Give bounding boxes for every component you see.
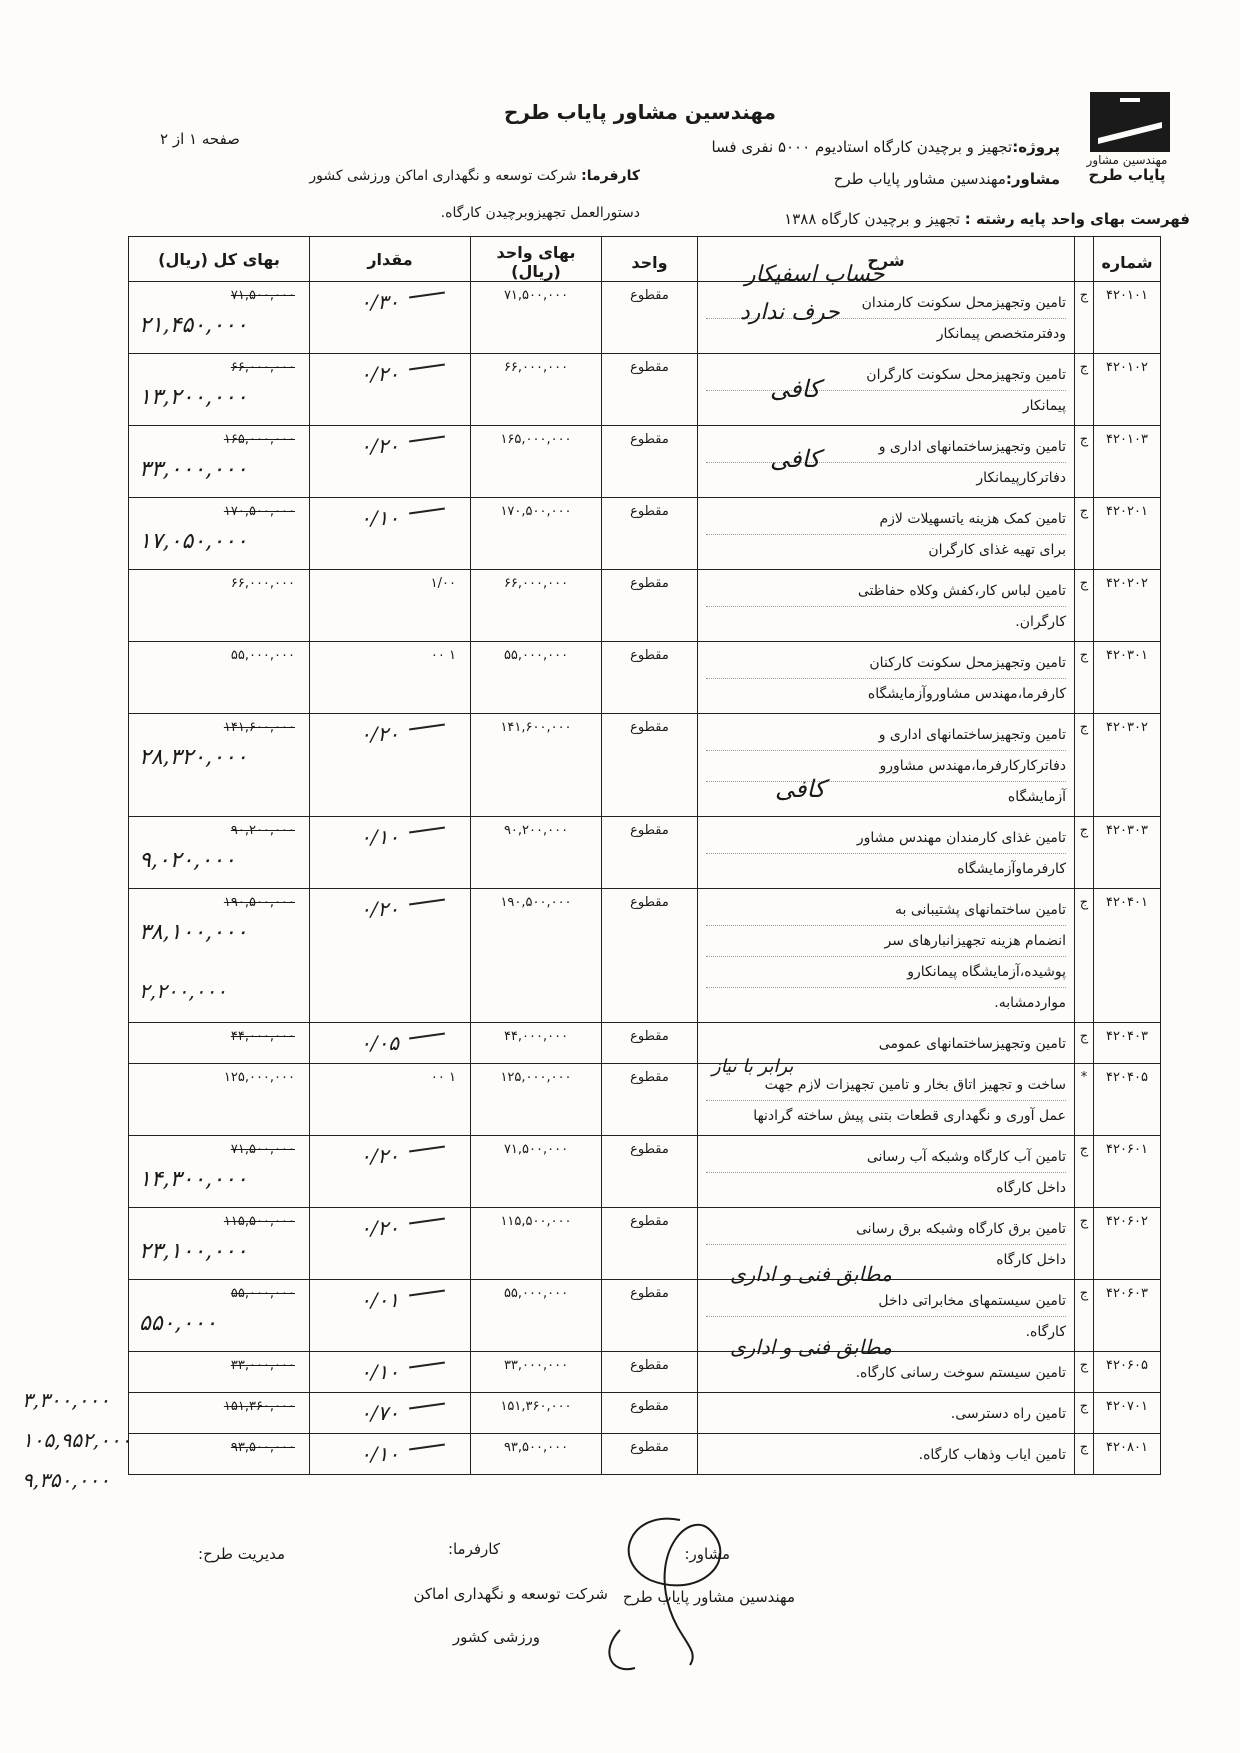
row-desc-line: کارگران. [1015, 614, 1066, 630]
row-unit: مقطوع [602, 889, 698, 1023]
row-qty-printed: ۱/۰۰ [430, 576, 456, 591]
row-unit-price: ۹۳,۵۰۰,۰۰۰ [471, 1434, 602, 1475]
row-qty-handwritten: ۰/۲۰ [360, 362, 399, 386]
row-unit: مقطوع [602, 1064, 698, 1136]
row-desc [698, 1434, 1075, 1475]
row-unit: مقطوع [602, 282, 698, 354]
row-desc-line: تامین وتجهیزساختمانهای اداری و [706, 432, 1066, 463]
row-unit-price: ۱۲۵,۰۰۰,۰۰۰ [471, 1064, 602, 1136]
row-desc-line: تامین غذای کارمندان مهندس مشاور [706, 823, 1066, 854]
row-unit-price: ۶۶,۰۰۰,۰۰۰ [471, 354, 602, 426]
header-unit: واحد [602, 237, 698, 282]
table-row [129, 1136, 1161, 1208]
row-desc-line: ساخت و تجهیز اتاق بخار و تامین تجهیزات لازم جهت [706, 1070, 1066, 1101]
row-unit-price: ۱۹۰,۵۰۰,۰۰۰ [471, 889, 602, 1023]
row-qty [310, 1352, 471, 1393]
row-qty-printed: ۰۰ ۱ [430, 648, 456, 663]
row-qty-handwritten: ۰/۲۰ [360, 434, 399, 458]
row-type: ج [1075, 498, 1094, 570]
row-unit-price: ۱۴۱,۶۰۰,۰۰۰ [471, 714, 602, 817]
header-desc: شرح [698, 237, 1075, 282]
header-type [1075, 237, 1094, 282]
row-total-handwritten: ۳۳,۰۰۰,۰۰۰ [139, 457, 248, 482]
header-unit-price: بهای واحد (ریال) [471, 237, 602, 282]
row-total [129, 714, 310, 817]
row-desc [698, 1136, 1075, 1208]
handwritten-note-7: کافی [775, 775, 826, 803]
row-number: ۴۲۰۷۰۱ [1094, 1393, 1161, 1434]
handwritten-note-3: کافی [770, 445, 821, 473]
table-row [129, 570, 1161, 642]
row-total [129, 1136, 310, 1208]
row-qty [310, 498, 471, 570]
row-qty [310, 354, 471, 426]
margin-note-1: ۳,۳۰۰,۰۰۰ [22, 1388, 110, 1412]
row-total [129, 498, 310, 570]
row-qty-handwritten: ۰/۰۵ [360, 1031, 399, 1055]
row-type: ج [1075, 1352, 1094, 1393]
row-number: ۴۲۰۶۰۳ [1094, 1280, 1161, 1352]
row-number: ۴۲۰۴۰۳ [1094, 1023, 1161, 1064]
table-row [129, 1352, 1161, 1393]
company-logo [1090, 92, 1170, 152]
row-qty [310, 1136, 471, 1208]
row-total-handwritten: ۱۷,۰۵۰,۰۰۰ [139, 529, 248, 554]
row-total-handwritten: ۲۳,۱۰۰,۰۰۰ [139, 1239, 248, 1264]
row-desc-line: انضمام هزینه تجهیزانبارهای سر [706, 926, 1066, 957]
row-total [129, 1393, 310, 1434]
row-unit: مقطوع [602, 1136, 698, 1208]
table-header-row [129, 237, 1161, 282]
row-type: ج [1075, 282, 1094, 354]
pricelist-label: فهرست بهای واحد پایه رشته : [964, 210, 1190, 228]
row-total [129, 817, 310, 889]
row-unit-price: ۱۵۱,۳۶۰,۰۰۰ [471, 1393, 602, 1434]
row-unit-price: ۵۵,۰۰۰,۰۰۰ [471, 642, 602, 714]
row-desc [698, 354, 1075, 426]
row-total [129, 1023, 310, 1064]
row-type: * [1075, 1064, 1094, 1136]
row-desc-line: تامین وتجهیزساختمانهای اداری و [706, 720, 1066, 751]
row-qty [310, 889, 471, 1023]
row-desc-line: تامین ایاب وذهاب کارگاه. [918, 1447, 1066, 1463]
row-total-printed: ۴۴,۰۰۰,۰۰۰ [230, 1029, 295, 1044]
row-total-handwritten: ۱۴,۳۰۰,۰۰۰ [139, 1167, 248, 1192]
table-row [129, 498, 1161, 570]
row-total-printed: ۱۶۵,۰۰۰,۰۰۰ [223, 432, 295, 447]
table-row [129, 426, 1161, 498]
margin-note-3: ۹,۳۵۰,۰۰۰ [22, 1468, 110, 1492]
row-unit: مقطوع [602, 426, 698, 498]
row-desc-line: تامین کمک هزینه یاتسهیلات لازم [706, 504, 1066, 535]
row-desc-line: برای تهیه غذای کارگران [928, 542, 1066, 558]
row-qty [310, 426, 471, 498]
row-qty [310, 642, 471, 714]
footer-consultant-name: مهندسین مشاور پایاب طرح [622, 1588, 795, 1606]
row-total-printed: ۹۰,۲۰۰,۰۰۰ [230, 823, 295, 838]
handwritten-note-10: برابر با نیاز [712, 1056, 794, 1077]
row-total-printed: ۱۴۱,۶۰۰,۰۰۰ [223, 720, 295, 735]
row-desc-line: داخل کارگاه [996, 1252, 1066, 1268]
price-table [128, 236, 1161, 1475]
row-qty-handwritten: ۰/۲۰ [360, 1144, 399, 1168]
row-desc-line: مواردمشابه. [994, 995, 1066, 1011]
row-unit: مقطوع [602, 1208, 698, 1280]
handwritten-note-13: مطابق فنی و اداری [730, 1262, 892, 1286]
row-unit: مقطوع [602, 498, 698, 570]
row-qty [310, 1023, 471, 1064]
row-number: ۴۲۰۱۰۲ [1094, 354, 1161, 426]
row-number: ۴۲۰۶۰۱ [1094, 1136, 1161, 1208]
row-desc-line: تامین آب کارگاه وشبکه آب رسانی [706, 1142, 1066, 1173]
row-number: ۴۲۰۳۰۲ [1094, 714, 1161, 817]
row-desc-line: داخل کارگاه [996, 1180, 1066, 1196]
row-desc-line: تامین وتجهیزمحل سکونت کارمندان [706, 288, 1066, 319]
pricelist-value: تجهیز و برچیدن کارگاه ۱۳۸۸ [784, 210, 960, 228]
row-desc-line: تامین ساختمانهای پشتیبانی به [706, 895, 1066, 926]
row-qty [310, 282, 471, 354]
signature-scribble [590, 1500, 760, 1680]
row-total [129, 889, 310, 1023]
row-number: ۴۲۰۴۰۵ [1094, 1064, 1161, 1136]
row-unit-price: ۹۰,۲۰۰,۰۰۰ [471, 817, 602, 889]
row-unit-price: ۱۷۰,۵۰۰,۰۰۰ [471, 498, 602, 570]
row-desc-line: پوشیده،آزمایشگاه پیمانکارو [706, 957, 1066, 988]
row-number: ۴۲۰۳۰۱ [1094, 642, 1161, 714]
row-desc-line: دفاترکارپیمانکار [976, 470, 1066, 486]
row-total [129, 1434, 310, 1475]
row-qty-handwritten: ۰/۷۰ [360, 1401, 399, 1425]
table-row [129, 889, 1161, 1023]
row-desc-line: تامین وتجهیزمحل سکونت کارگران [706, 360, 1066, 391]
row-desc-line: کارگاه. [1025, 1324, 1066, 1340]
table-row [129, 1064, 1161, 1136]
row-number: ۴۲۰۳۰۳ [1094, 817, 1161, 889]
header-qty: مقدار [310, 237, 471, 282]
header-total: بهای کل (ریال) [129, 237, 310, 282]
row-qty [310, 570, 471, 642]
footer-client-name-1: شرکت توسعه و نگهداری اماکن [413, 1585, 608, 1603]
row-unit: مقطوع [602, 570, 698, 642]
firm-title: مهندسین مشاور پایاب طرح [503, 100, 777, 124]
row-total-handwritten: ۲۱,۴۵۰,۰۰۰ [139, 313, 248, 338]
row-qty [310, 714, 471, 817]
row-qty [310, 1208, 471, 1280]
row-total-printed: ۹۳,۵۰۰,۰۰۰ [230, 1440, 295, 1455]
handwritten-note-14: مطابق فنی و اداری [730, 1335, 892, 1359]
row-qty-handwritten: ۰/۱۰ [360, 1442, 399, 1466]
table-row [129, 1208, 1161, 1280]
pricelist-line [784, 210, 1190, 228]
row-unit-price: ۱۶۵,۰۰۰,۰۰۰ [471, 426, 602, 498]
row-qty-printed: ۰۰ ۱ [430, 1070, 456, 1085]
row-desc [698, 889, 1075, 1023]
row-desc [698, 570, 1075, 642]
manual-line: دستورالعمل تجهیزوبرچیدن کارگاه. [440, 205, 640, 221]
row-total-handwritten: ۲۸,۳۲۰,۰۰۰ [139, 745, 248, 770]
client-value: شرکت توسعه و نگهداری اماکن ورزشی کشور [309, 168, 577, 184]
logo-subtitle: مهندسین مشاور [1086, 153, 1168, 167]
footer-client-name-2: ورزشی کشور [452, 1628, 540, 1646]
row-desc [698, 714, 1075, 817]
row-total-printed: ۱۱۵,۵۰۰,۰۰۰ [223, 1214, 295, 1229]
row-desc-line: آزمایشگاه [1007, 789, 1066, 805]
logo-name: پایاب طرح [1088, 166, 1166, 184]
row-type: ج [1075, 642, 1094, 714]
table-row [129, 714, 1161, 817]
table-row [129, 354, 1161, 426]
table-row [129, 642, 1161, 714]
row-unit: مقطوع [602, 642, 698, 714]
row-unit: مقطوع [602, 1434, 698, 1475]
row-type: ج [1075, 817, 1094, 889]
row-total-printed: ۱۹۰,۵۰۰,۰۰۰ [223, 895, 295, 910]
row-type: ج [1075, 1136, 1094, 1208]
row-total [129, 354, 310, 426]
footer-client-label: کارفرما: [447, 1540, 500, 1558]
row-qty [310, 1393, 471, 1434]
row-unit: مقطوع [602, 1023, 698, 1064]
row-qty-handwritten: ۰/۱۰ [360, 506, 399, 530]
project-label: پروژه: [1012, 138, 1060, 156]
header-number: شماره [1094, 237, 1161, 282]
row-qty-handwritten: ۰/۳۰ [360, 290, 399, 314]
page-number: صفحه ۱ از ۲ [160, 130, 240, 148]
row-total-printed: ۵۵,۰۰۰,۰۰۰ [230, 648, 295, 663]
row-total-printed: ۶۶,۰۰۰,۰۰۰ [230, 576, 295, 591]
consultant-line [834, 170, 1060, 188]
row-total [129, 1208, 310, 1280]
footer-consultant-label: مشاور: [684, 1545, 730, 1563]
row-qty-handwritten: ۰/۱۰ [360, 825, 399, 849]
table-row [129, 1280, 1161, 1352]
row-unit-price: ۵۵,۰۰۰,۰۰۰ [471, 1280, 602, 1352]
row-desc-line: تامین سیستمهای مخابراتی داخل [706, 1286, 1066, 1317]
row-type: ج [1075, 1434, 1094, 1475]
row-type: ج [1075, 1393, 1094, 1434]
row-desc-line: کارفرما،مهندس مشاوروآزمایشگاه [867, 686, 1066, 702]
row-total [129, 1352, 310, 1393]
row-qty-handwritten: ۰/۲۰ [360, 722, 399, 746]
row-desc-line: تامین راه دسترسی. [950, 1406, 1066, 1422]
row-desc [698, 1393, 1075, 1434]
row-unit-price: ۷۱,۵۰۰,۰۰۰ [471, 282, 602, 354]
row-qty [310, 817, 471, 889]
row-type: ج [1075, 889, 1094, 1023]
row-total-printed: ۳۳,۰۰۰,۰۰۰ [230, 1358, 295, 1373]
table-row [129, 1023, 1161, 1064]
row-total-handwritten-2: ۲,۲۰۰,۰۰۰ [139, 979, 227, 1003]
row-desc-line: کارفرماوآزمایشگاه [957, 861, 1066, 877]
row-unit-price: ۶۶,۰۰۰,۰۰۰ [471, 570, 602, 642]
row-unit: مقطوع [602, 1280, 698, 1352]
row-desc-line: دفاترکارکارفرما،مهندس مشاورو [706, 751, 1066, 782]
row-type: ج [1075, 1280, 1094, 1352]
margin-note-2: ۱۰۵,۹۵۲,۰۰۰ [22, 1428, 132, 1452]
row-desc-line: تامین وتجهیزمحل سکونت کارکنان [706, 648, 1066, 679]
row-total-handwritten: ۹,۰۲۰,۰۰۰ [139, 848, 236, 873]
row-unit: مقطوع [602, 1393, 698, 1434]
row-total-handwritten: ۳۸,۱۰۰,۰۰۰ [139, 920, 248, 945]
row-unit: مقطوع [602, 817, 698, 889]
row-type: ج [1075, 426, 1094, 498]
project-line [711, 138, 1060, 156]
row-unit: مقطوع [602, 1352, 698, 1393]
row-qty-handwritten: ۰/۰۱ [360, 1288, 399, 1312]
table-row [129, 1393, 1161, 1434]
row-total-printed: ۵۵,۰۰۰,۰۰۰ [230, 1286, 295, 1301]
handwritten-note-1b: حرف ندارد [740, 300, 840, 325]
row-total-printed: ۱۷۰,۵۰۰,۰۰۰ [223, 504, 295, 519]
table-row [129, 817, 1161, 889]
client-label: کارفرما: [581, 168, 640, 184]
row-total-printed: ۱۲۵,۰۰۰,۰۰۰ [223, 1070, 295, 1085]
row-total [129, 1280, 310, 1352]
row-unit-price: ۷۱,۵۰۰,۰۰۰ [471, 1136, 602, 1208]
row-desc [698, 498, 1075, 570]
row-number: ۴۲۰۸۰۱ [1094, 1434, 1161, 1475]
handwritten-note-2: کافی [770, 375, 821, 403]
row-desc-line: تامین وتجهیزساختمانهای عمومی [878, 1036, 1066, 1052]
client-line [309, 168, 640, 184]
row-total-printed: ۷۱,۵۰۰,۰۰۰ [230, 1142, 295, 1157]
row-number: ۴۲۰۶۰۲ [1094, 1208, 1161, 1280]
row-desc-line: تامین لباس کار،کفش وکلاه حفاظتی [706, 576, 1066, 607]
row-total-printed: ۷۱,۵۰۰,۰۰۰ [230, 288, 295, 303]
row-qty [310, 1434, 471, 1475]
row-desc [698, 642, 1075, 714]
row-desc [698, 817, 1075, 889]
row-unit-price: ۳۳,۰۰۰,۰۰۰ [471, 1352, 602, 1393]
row-unit-price: ۴۴,۰۰۰,۰۰۰ [471, 1023, 602, 1064]
row-desc-line: تامین سیستم سوخت رسانی کارگاه. [855, 1365, 1066, 1381]
row-number: ۴۲۰۲۰۱ [1094, 498, 1161, 570]
row-desc-line: عمل آوری و نگهداری قطعات بتنی پیش ساخته گرادنها [753, 1108, 1066, 1124]
row-number: ۴۲۰۱۰۳ [1094, 426, 1161, 498]
row-type: ج [1075, 570, 1094, 642]
row-total [129, 426, 310, 498]
consultant-label: مشاور: [1005, 170, 1060, 188]
row-total [129, 282, 310, 354]
row-number: ۴۲۰۶۰۵ [1094, 1352, 1161, 1393]
row-type: ج [1075, 714, 1094, 817]
row-total-printed: ۶۶,۰۰۰,۰۰۰ [230, 360, 295, 375]
row-number: ۴۲۰۱۰۱ [1094, 282, 1161, 354]
consultant-value: مهندسین مشاور پایاب طرح [833, 170, 1006, 188]
row-unit: مقطوع [602, 354, 698, 426]
row-total-handwritten: ۵۵۰,۰۰۰ [139, 1311, 217, 1336]
row-qty [310, 1280, 471, 1352]
row-qty [310, 1064, 471, 1136]
row-total-printed: ۱۵۱,۳۶۰,۰۰۰ [223, 1399, 295, 1414]
row-qty-handwritten: ۰/۲۰ [360, 897, 399, 921]
row-total [129, 642, 310, 714]
row-desc-line: ودفترمتخصص پیمانکار [936, 326, 1066, 342]
row-unit: مقطوع [602, 714, 698, 817]
footer-management-label: مدیریت طرح: [198, 1545, 285, 1563]
row-number: ۴۲۰۴۰۱ [1094, 889, 1161, 1023]
row-qty-handwritten: ۰/۱۰ [360, 1360, 399, 1384]
row-type: ج [1075, 1208, 1094, 1280]
table-row [129, 1434, 1161, 1475]
row-qty-handwritten: ۰/۲۰ [360, 1216, 399, 1240]
row-desc [698, 426, 1075, 498]
handwritten-note-1a: حساب اسفیکار [745, 262, 885, 287]
project-value: تجهیز و برچیدن کارگاه استادیوم ۵۰۰۰ نفری فسا [711, 138, 1013, 156]
table-row [129, 282, 1161, 354]
row-desc-line: تامین برق کارگاه وشبکه برق رسانی [706, 1214, 1066, 1245]
row-unit-price: ۱۱۵,۵۰۰,۰۰۰ [471, 1208, 602, 1280]
row-total [129, 570, 310, 642]
row-desc-line: پیمانکار [1022, 398, 1066, 414]
row-number: ۴۲۰۲۰۲ [1094, 570, 1161, 642]
row-type: ج [1075, 354, 1094, 426]
row-total [129, 1064, 310, 1136]
row-type: ج [1075, 1023, 1094, 1064]
row-total-handwritten: ۱۳,۲۰۰,۰۰۰ [139, 385, 248, 410]
